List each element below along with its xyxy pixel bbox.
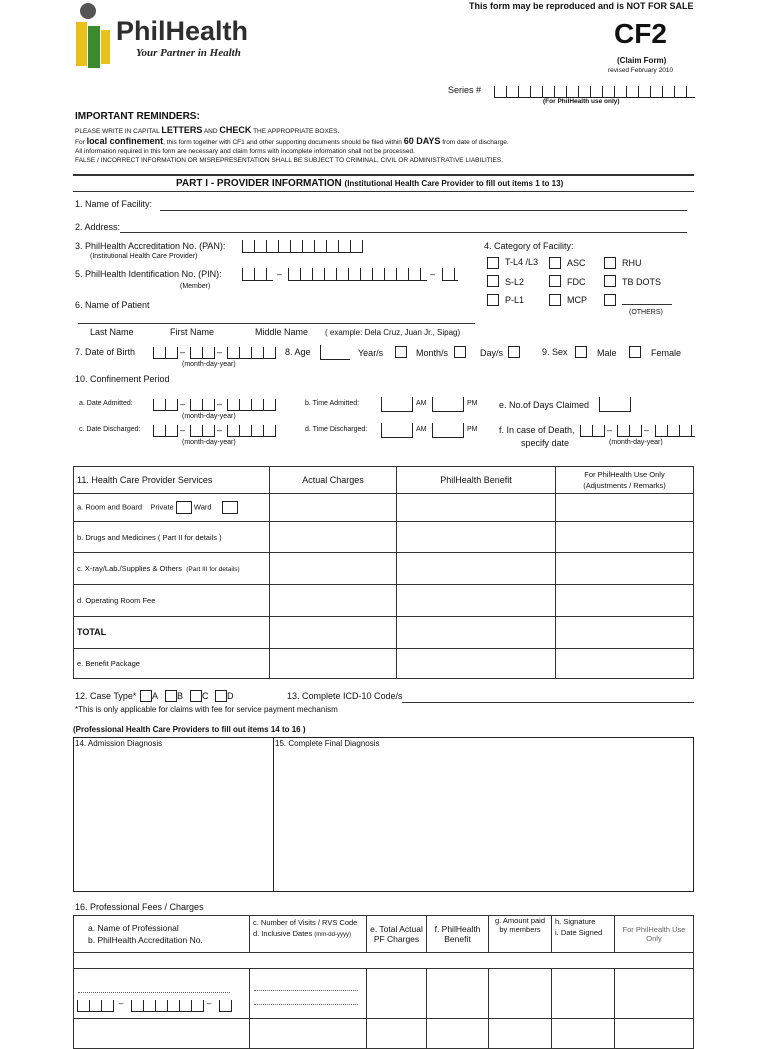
- fees-col-visits: c. Number of Visits / RVS Code d. Inclusive Dates (mm-dd-yyyy): [250, 916, 367, 953]
- facility-name-input[interactable]: [160, 210, 687, 211]
- room-ward-checkbox[interactable]: [222, 501, 238, 514]
- total-actual-input[interactable]: [270, 617, 397, 649]
- fees-row2-signature[interactable]: [552, 1019, 615, 1049]
- sex-label: 9. Sex: [542, 347, 568, 357]
- sex-female-label: Female: [651, 348, 682, 358]
- room-remarks-input[interactable]: [556, 494, 694, 522]
- fees-row2-visits[interactable]: [250, 1019, 367, 1049]
- icd-label: 13. Complete ICD-10 Code/s: [287, 691, 403, 701]
- part1-title: PART I - PROVIDER INFORMATION (Institutional Health Care Provider to fill out items 1 to 13): [176, 178, 564, 189]
- table-row: [74, 969, 694, 1019]
- reminder-line-1: PLEASE WRITE IN CAPITAL LETTERS AND CHECK THE APPROPRIATE BOXES.: [75, 125, 340, 135]
- or-actual-input[interactable]: [270, 585, 397, 617]
- case-c-checkbox[interactable]: [190, 690, 202, 702]
- age-years-checkbox[interactable]: [395, 346, 407, 358]
- time-admitted-pm-input[interactable]: [432, 397, 464, 412]
- actual-charges-header: Actual Charges: [270, 467, 397, 494]
- fees-col-signature: h. Signature i. Date Signed: [552, 916, 615, 953]
- patient-name-label: 6. Name of Patient: [75, 300, 150, 310]
- table-row: [74, 553, 694, 585]
- or-remarks-input[interactable]: [556, 585, 694, 617]
- pin-dash-2: –: [430, 269, 436, 279]
- form-name: (Claim Form): [617, 56, 667, 65]
- table-row: [74, 1019, 694, 1049]
- or-fee-cell: d. Operating Room Fee: [74, 585, 270, 617]
- age-label: 8. Age: [285, 347, 311, 357]
- address-input[interactable]: [120, 232, 687, 233]
- sex-male-label: Male: [597, 348, 617, 358]
- dob-dash-1: –: [180, 347, 186, 357]
- fees-row2-paid[interactable]: [489, 1019, 552, 1049]
- dob-year-input[interactable]: [227, 347, 276, 359]
- total-remarks-input[interactable]: [556, 617, 694, 649]
- category-tbdots-checkbox[interactable]: [604, 275, 616, 287]
- fees-table: [73, 915, 694, 1049]
- philhealth-logo: [74, 2, 284, 74]
- services-col-header: 11. Health Care Provider Services: [74, 467, 270, 494]
- middle-name-caption: Middle Name: [255, 327, 309, 337]
- patient-name-input[interactable]: [78, 323, 475, 324]
- admit-dash-2: –: [217, 399, 223, 409]
- drugs-benefit-input[interactable]: [397, 522, 556, 553]
- category-pl1-label: P-L1: [505, 295, 525, 305]
- reminder-line-4: FALSE / INCORRECT INFORMATION OR MISREPRESENTATION SHALL BE SUBJECT TO CRIMINAL, CIVIL OR ADMINISTRATIVE LIABILITIES.: [75, 157, 503, 164]
- form-code: CF2: [614, 18, 667, 49]
- philhealth-use-header: For PhilHealth Use Only (Adjustments / Remarks): [556, 467, 694, 494]
- death-label-2: specify date: [521, 438, 570, 448]
- admission-diagnosis-box[interactable]: [73, 737, 274, 892]
- fees-col-use-only: For PhilHealth Use Only: [615, 916, 694, 953]
- or-benefit-input[interactable]: [397, 585, 556, 617]
- fees-visits-cell[interactable]: [250, 969, 367, 1019]
- admission-diagnosis-label: 14. Admission Diagnosis: [75, 739, 163, 748]
- age-years-label: Year/s: [358, 348, 384, 358]
- category-tl4-checkbox[interactable]: [487, 257, 499, 269]
- time-discharged-am: AM: [416, 426, 427, 433]
- final-diagnosis-box[interactable]: [273, 737, 694, 892]
- professional-pan-dash-2: –: [207, 999, 212, 1008]
- death-dash-2: –: [644, 425, 650, 435]
- fees-col-name: a. Name of Professional b. PhilHealth Accreditation No.: [74, 916, 250, 953]
- dob-day-input[interactable]: [190, 347, 215, 359]
- fees-use-only-input[interactable]: [615, 969, 694, 1019]
- fees-total-input[interactable]: [367, 969, 427, 1019]
- case-b-label: B: [177, 691, 184, 701]
- drugs-cell: b. Drugs and Medicines ( Part II for details ): [74, 522, 270, 553]
- admit-month-input[interactable]: [153, 399, 178, 411]
- category-asc-checkbox[interactable]: [549, 257, 561, 269]
- logo-figure-icon: [74, 2, 116, 72]
- discharge-dash-2: –: [217, 425, 223, 435]
- pin-input-part2[interactable]: [288, 268, 427, 281]
- fees-benefit-input[interactable]: [427, 969, 489, 1019]
- case-b-checkbox[interactable]: [165, 690, 177, 702]
- dob-dash-2: –: [217, 347, 223, 357]
- case-type-note: *This is only applicable for claims with fee for service payment mechanism: [75, 705, 338, 714]
- professional-pan-dash-1: –: [119, 999, 124, 1008]
- age-months-label: Month/s: [416, 348, 449, 358]
- admit-format-hint: (month-day-year): [182, 413, 236, 420]
- pin-dash-1: –: [277, 269, 283, 279]
- category-rhu-checkbox[interactable]: [604, 257, 616, 269]
- category-tl4-label: T-L4 /L3: [505, 257, 539, 267]
- time-discharged-pm-input[interactable]: [432, 423, 464, 438]
- fees-row2-benefit[interactable]: [427, 1019, 489, 1049]
- reproduction-notice: This form may be reproduced and is NOT FOR SALE: [469, 1, 694, 11]
- case-a-label: A: [152, 691, 159, 701]
- death-day-input[interactable]: [617, 425, 642, 437]
- age-input[interactable]: [320, 345, 350, 360]
- xray-remarks-input[interactable]: [556, 553, 694, 585]
- category-fdc-label: FDC: [567, 277, 586, 287]
- pan-input[interactable]: [242, 240, 363, 253]
- package-actual-input[interactable]: [270, 649, 397, 679]
- professional-pan-part1[interactable]: [77, 1000, 114, 1012]
- category-sl2-label: S-L2: [505, 277, 525, 287]
- final-diagnosis-label: 15. Complete Final Diagnosis: [275, 739, 380, 748]
- room-actual-input[interactable]: [270, 494, 397, 522]
- discharge-format-hint: (month-day-year): [182, 439, 236, 446]
- xray-cell: c. X-ray/Lab./Supplies & Others (Part III for details): [74, 553, 270, 585]
- fees-title: 16. Professional Fees / Charges: [75, 902, 204, 912]
- discharge-month-input[interactable]: [153, 425, 178, 437]
- category-mcp-checkbox[interactable]: [549, 294, 561, 306]
- professional-pan-part3[interactable]: [219, 1000, 232, 1012]
- date-discharged-label: c. Date Discharged:: [79, 426, 141, 433]
- fees-col-total: e. Total Actual PF Charges: [367, 916, 427, 953]
- brand-name: PhilHealth: [116, 16, 249, 46]
- case-a-checkbox[interactable]: [140, 690, 152, 702]
- fees-row2-total[interactable]: [367, 1019, 427, 1049]
- death-month-input[interactable]: [580, 425, 605, 437]
- admit-year-input[interactable]: [227, 399, 276, 411]
- category-fdc-checkbox[interactable]: [549, 275, 561, 287]
- inclusive-dates-input[interactable]: [254, 1004, 358, 1005]
- fees-paid-input[interactable]: [489, 969, 552, 1019]
- fees-spacer-row: [74, 953, 694, 969]
- package-benefit-input[interactable]: [397, 649, 556, 679]
- reminder-line-2: For local confinement, this form together with CF1 and other supporting documents should be filed within 60 DAYS from date of discharge.: [75, 136, 509, 146]
- last-name-caption: Last Name: [90, 327, 134, 337]
- series-label: Series #: [448, 85, 482, 95]
- xray-actual-input[interactable]: [270, 553, 397, 585]
- professional-pan-part2[interactable]: [131, 1000, 204, 1012]
- discharge-day-input[interactable]: [190, 425, 215, 437]
- total-cell: TOTAL: [74, 617, 270, 649]
- case-type-label: 12. Case Type*: [75, 691, 137, 701]
- professional-note: (Professional Health Care Providers to fill out items 14 to 16 ): [73, 725, 306, 734]
- address-label: 2. Address:: [75, 222, 121, 232]
- pan-label: 3. PhilHealth Accreditation No. (PAN):: [75, 241, 226, 251]
- time-discharged-am-input[interactable]: [381, 423, 413, 438]
- category-mcp-label: MCP: [567, 295, 587, 305]
- benefit-package-cell: e. Benefit Package: [74, 649, 270, 679]
- category-rhu-label: RHU: [622, 258, 642, 268]
- sex-male-checkbox[interactable]: [575, 346, 587, 358]
- time-admitted-pm: PM: [467, 400, 478, 407]
- fees-header-row: [74, 916, 694, 953]
- death-dash-1: –: [607, 425, 613, 435]
- fees-name-cell[interactable]: [74, 969, 250, 1019]
- fees-col-paid: g. Amount paid by members: [489, 916, 552, 953]
- part1-top-rule: [73, 174, 694, 176]
- age-months-checkbox[interactable]: [454, 346, 466, 358]
- pin-input-part3[interactable]: [442, 268, 458, 281]
- part1-bottom-rule: [73, 191, 694, 192]
- visits-input[interactable]: [254, 990, 358, 991]
- category-others-input[interactable]: [622, 304, 672, 305]
- death-year-input[interactable]: [655, 425, 695, 437]
- drugs-remarks-input[interactable]: [556, 522, 694, 553]
- table-row: [74, 585, 694, 617]
- category-tbdots-label: TB DOTS: [622, 277, 662, 287]
- series-number-input[interactable]: [494, 86, 695, 98]
- days-claimed-label: e. No.of Days Claimed: [499, 400, 590, 410]
- dob-format-hint: (month-day-year): [182, 361, 236, 368]
- fees-row2-name[interactable]: [74, 1019, 250, 1049]
- date-admitted-label: a. Date Admitted:: [79, 400, 133, 407]
- sex-female-checkbox[interactable]: [629, 346, 641, 358]
- table-row: [74, 617, 694, 649]
- professional-name-input[interactable]: [78, 992, 230, 993]
- fees-signature-input[interactable]: [552, 969, 615, 1019]
- fees-row2-use[interactable]: [615, 1019, 694, 1049]
- category-others-checkbox[interactable]: [604, 294, 616, 306]
- room-private-checkbox[interactable]: [176, 501, 192, 514]
- table-row: [74, 649, 694, 679]
- discharge-year-input[interactable]: [227, 425, 276, 437]
- time-admitted-am: AM: [416, 400, 427, 407]
- series-note: (For PhilHealth use only): [543, 98, 620, 105]
- drugs-actual-input[interactable]: [270, 522, 397, 553]
- table-row: [74, 522, 694, 553]
- category-pl1-checkbox[interactable]: [487, 294, 499, 306]
- category-sl2-checkbox[interactable]: [487, 275, 499, 287]
- benefit-header: PhilHealth Benefit: [397, 467, 556, 494]
- category-title: 4. Category of Facility:: [484, 241, 574, 251]
- dob-month-input[interactable]: [153, 347, 178, 359]
- services-header-row: [74, 467, 694, 494]
- facility-name-label: 1. Name of Facility:: [75, 199, 153, 209]
- case-c-label: C: [202, 691, 209, 701]
- fees-col-benefit: f. PhilHealth Benefit: [427, 916, 489, 953]
- pin-input-part1[interactable]: [242, 268, 273, 281]
- room-board-cell: a. Room and Board Private Ward: [74, 494, 270, 522]
- confinement-label: 10. Confinement Period: [75, 374, 170, 384]
- time-discharged-pm: PM: [467, 426, 478, 433]
- pan-sub-label: (Institutional Health Care Provider): [90, 253, 198, 260]
- admit-dash-1: –: [180, 399, 186, 409]
- dob-label: 7. Date of Birth: [75, 347, 136, 357]
- category-others-label: (OTHERS): [629, 309, 663, 316]
- case-d-checkbox[interactable]: [215, 690, 227, 702]
- death-format-hint: (month-day-year): [609, 439, 663, 446]
- time-admitted-am-input[interactable]: [381, 397, 413, 412]
- pin-label: 5. PhilHealth Identification No. (PIN):: [75, 269, 222, 279]
- table-row: [74, 494, 694, 522]
- age-days-checkbox[interactable]: [508, 346, 520, 358]
- revised-date: revised February 2010: [608, 67, 674, 74]
- age-days-label: Day/s: [480, 348, 504, 358]
- days-claimed-input[interactable]: [599, 397, 631, 412]
- pin-sub-label: (Member): [180, 283, 211, 290]
- reminders-title: IMPORTANT REMINDERS:: [75, 111, 200, 122]
- admit-day-input[interactable]: [190, 399, 215, 411]
- reminder-line-3: All information required in this form are necessary and claim forms with incomplete information shall not be processed.: [75, 148, 415, 155]
- icd-input[interactable]: [402, 702, 694, 703]
- xray-benefit-input[interactable]: [397, 553, 556, 585]
- case-d-label: D: [227, 691, 234, 701]
- name-example: ( example: Dela Cruz, Juan Jr., Sipag): [325, 328, 461, 337]
- category-asc-label: ASC: [567, 258, 586, 268]
- death-label-1: f. In case of Death,: [499, 425, 575, 435]
- room-benefit-input[interactable]: [397, 494, 556, 522]
- package-remarks-input[interactable]: [556, 649, 694, 679]
- discharge-dash-1: –: [180, 425, 186, 435]
- first-name-caption: First Name: [170, 327, 215, 337]
- time-admitted-label: b. Time Admitted:: [305, 400, 360, 407]
- brand-tagline: Your Partner in Health: [136, 47, 241, 59]
- time-discharged-label: d. Time Discharged:: [305, 426, 368, 433]
- services-table: [73, 466, 694, 679]
- total-benefit-input[interactable]: [397, 617, 556, 649]
- fees-spacer: [74, 953, 694, 969]
